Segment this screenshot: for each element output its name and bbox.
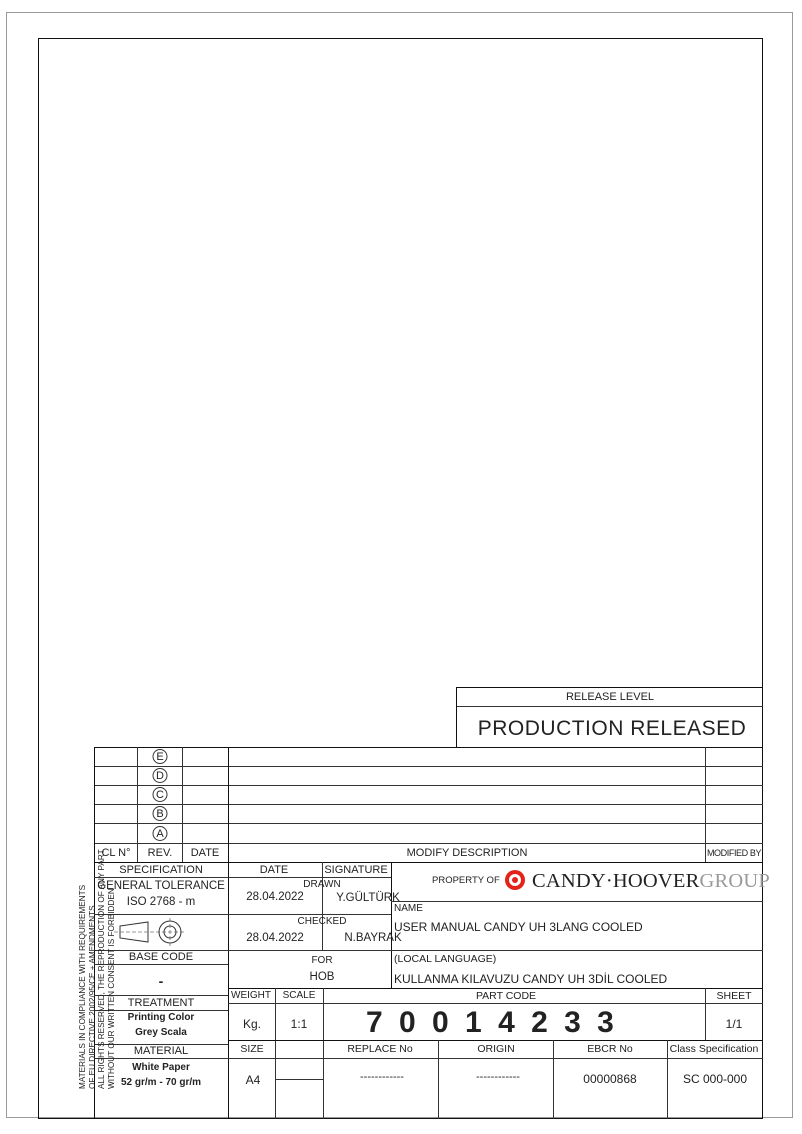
approval-date-heading: DATE bbox=[259, 864, 289, 876]
weight-label: WEIGHT bbox=[231, 990, 271, 1001]
revision-letter: D bbox=[153, 768, 168, 783]
checked-date: 28.04.2022 bbox=[246, 932, 304, 944]
size-value: A4 bbox=[245, 1073, 261, 1087]
ebcr-value: 00000868 bbox=[583, 1072, 637, 1086]
revision-letter: E bbox=[153, 749, 168, 764]
specification-heading: SPECIFICATION bbox=[119, 864, 203, 876]
part-code-number: 7 0 0 1 4 2 3 3 bbox=[366, 1006, 618, 1039]
tolerance-standard: ISO 2768 - m bbox=[126, 896, 196, 908]
brand-logo bbox=[532, 871, 770, 892]
compliance-note bbox=[78, 849, 116, 1089]
sheet-label: SHEET bbox=[716, 990, 752, 1002]
col-modified-by: MODIFIED BY bbox=[706, 848, 762, 858]
treatment-color: Printing Color bbox=[127, 1012, 195, 1023]
drawn-by: Y.GÜLTÜRK bbox=[336, 892, 400, 904]
compliance-note-line: ALL RIGHTS RESERVED, THE REPRODUCTION OF ANY PART bbox=[97, 849, 107, 1089]
compliance-note-line: OF EU DIRECTIVE 2002/95/CE + AMENDMENTS bbox=[87, 905, 97, 1089]
revision-letter: C bbox=[153, 787, 168, 802]
part-name: USER MANUAL CANDY UH 3LANG COOLED bbox=[394, 920, 643, 934]
col-cl-number: CL N° bbox=[101, 847, 131, 859]
projection-symbol-icon bbox=[110, 917, 210, 947]
approval-signature-heading: SIGNATURE bbox=[324, 864, 388, 876]
local-language-label: (LOCAL LANGUAGE) bbox=[394, 953, 497, 965]
general-tolerance: GENERAL TOLERANCE bbox=[97, 880, 225, 892]
brand-name: CANDY·HOOVER bbox=[532, 870, 700, 892]
origin-label: ORIGIN bbox=[477, 1043, 515, 1055]
revision-letter: A bbox=[153, 826, 168, 841]
part-code-label: PART CODE bbox=[475, 990, 537, 1002]
compliance-note-line: WITHOUT OUR WRITTEN CONSENT IS FORBIDDEN bbox=[106, 888, 116, 1089]
treatment-heading: TREATMENT bbox=[127, 997, 195, 1009]
for-value: HOB bbox=[309, 971, 335, 983]
ebcr-label: EBCR No bbox=[587, 1043, 633, 1055]
treatment-scale: Grey Scala bbox=[135, 1027, 187, 1038]
candy-hoover-logo-icon bbox=[505, 870, 525, 890]
drawn-date: 28.04.2022 bbox=[246, 891, 304, 903]
revision-letter: B bbox=[153, 806, 168, 821]
for-label: FOR bbox=[311, 955, 333, 966]
weight-value: Kg. bbox=[242, 1017, 262, 1031]
local-language-name: KULLANMA KILAVUZU CANDY UH 3DİL COOLED bbox=[394, 972, 668, 986]
class-specification-label: Class Specification bbox=[669, 1043, 759, 1055]
col-date: DATE bbox=[190, 847, 220, 859]
compliance-note-line: MATERIALS IN COMPLIANCE WITH REQUIREMENTS bbox=[78, 884, 87, 1089]
property-of-label: PROPERTY OF bbox=[432, 875, 500, 886]
origin-value: ------------ bbox=[476, 1071, 520, 1083]
base-code-value: - bbox=[158, 973, 164, 989]
scale-label: SCALE bbox=[282, 990, 316, 1001]
checked-by: N.BAYRAK bbox=[344, 932, 402, 944]
col-revision: REV. bbox=[147, 847, 173, 859]
release-status: PRODUCTION RELEASED bbox=[477, 717, 747, 740]
name-label: NAME bbox=[394, 903, 423, 914]
checked-label: CHECKED bbox=[297, 916, 347, 927]
brand-suffix: GROUP bbox=[699, 870, 771, 892]
drawn-label: DRAWN bbox=[303, 879, 341, 890]
class-specification-value: SC 000-000 bbox=[682, 1072, 748, 1086]
sheet-value: 1/1 bbox=[725, 1017, 743, 1031]
col-modify-description: MODIFY DESCRIPTION bbox=[406, 847, 528, 859]
size-label: SIZE bbox=[240, 1043, 264, 1055]
scale-value: 1:1 bbox=[290, 1017, 308, 1031]
material-type: White Paper bbox=[132, 1062, 190, 1073]
replace-label: REPLACE No bbox=[347, 1043, 413, 1055]
release-level-heading: RELEASE LEVEL bbox=[565, 691, 655, 703]
material-weight: 52 gr/m - 70 gr/m bbox=[120, 1077, 202, 1088]
base-code-heading: BASE CODE bbox=[128, 951, 194, 963]
material-heading: MATERIAL bbox=[133, 1045, 189, 1057]
replace-value: ------------ bbox=[360, 1071, 404, 1083]
